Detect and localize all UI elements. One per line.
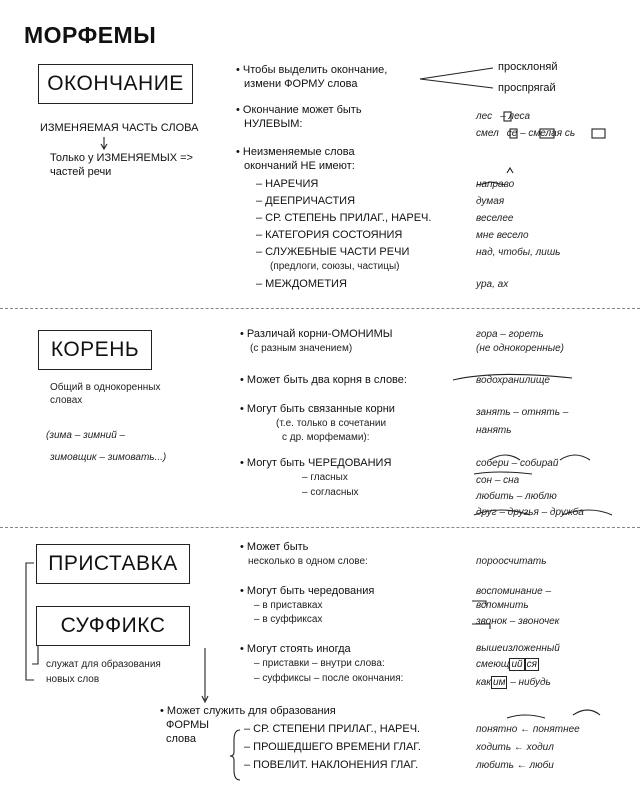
root-note: словах <box>50 395 83 406</box>
prefix-example: звонок – звоночек <box>476 616 560 627</box>
root-box: КОРЕНЬ <box>38 330 152 370</box>
prefix-point: несколько в одном слове: <box>248 556 368 567</box>
prefix-example: пороосчитать <box>476 556 547 567</box>
form-example: ходить ← ходил <box>476 742 554 753</box>
prefix-point: – приставки – внутри слова: <box>254 658 385 669</box>
root-point: • Различай корни-ОМОНИМЫ <box>240 328 393 340</box>
form-example: понятно ← понятнее <box>476 724 580 735</box>
root-point: – согласных <box>302 487 359 498</box>
ending-box: ОКОНЧАНИЕ <box>38 64 193 104</box>
form-item: – ПРОШЕДШЕГО ВРЕМЕНИ ГЛАГ. <box>244 741 421 753</box>
ending-example: ура, ах <box>476 279 509 290</box>
root-example: зимовщик – зимовать...) <box>50 452 167 463</box>
prefix-example: вышеизложенный <box>476 643 560 654</box>
prefix-point: • Могут стоять иногда <box>240 643 351 655</box>
prefix-note: служат для образования <box>46 659 161 670</box>
ending-example: проспрягай <box>498 82 556 94</box>
prefix-point: – в суффиксах <box>254 614 323 625</box>
form-point: слова <box>166 733 196 745</box>
ending-example: веселее <box>476 213 514 224</box>
root-example: друг – друзья – дружба <box>476 507 584 518</box>
root-point: (с разным значением) <box>250 343 353 354</box>
ending-example: лес – леса <box>476 111 531 122</box>
ending-note: частей речи <box>50 166 112 178</box>
root-example: водохранилище <box>476 375 550 386</box>
suffix-box: СУФФИКС <box>36 606 190 646</box>
prefix-point: • Могут быть чередования <box>240 585 375 597</box>
root-point: • Могут быть связанные корни <box>240 403 395 415</box>
prefix-point: – в приставках <box>254 600 323 611</box>
root-example: (зима – зимний – <box>46 430 126 441</box>
ending-item: – СР. СТЕПЕНЬ ПРИЛАГ., НАРЕЧ. <box>256 212 432 224</box>
ending-example: думая <box>476 196 505 207</box>
root-example: (не однокоренные) <box>476 343 564 354</box>
prefix-point: – суффиксы – после окончания: <box>254 673 404 684</box>
root-point: – гласных <box>302 472 348 483</box>
root-example: гора – гореть <box>476 329 544 340</box>
ending-item: – СЛУЖЕБНЫЕ ЧАСТИ РЕЧИ <box>256 246 410 258</box>
ending-example: мне весело <box>476 230 529 241</box>
prefix-point: • Может быть <box>240 541 309 553</box>
root-point: • Могут быть ЧЕРЕДОВАНИЯ <box>240 457 392 469</box>
prefix-example: вспомнить <box>476 600 529 611</box>
root-example: нанять <box>476 425 512 436</box>
prefix-note: новых слов <box>46 674 100 685</box>
root-example: собери – собирай <box>476 458 559 469</box>
ending-point: НУЛЕВЫМ: <box>244 118 303 130</box>
prefix-box: ПРИСТАВКА <box>36 544 190 584</box>
prefix-example: смеющ ий ся <box>476 659 537 670</box>
ending-item: – ДЕЕПРИЧАСТИЯ <box>256 195 356 207</box>
form-item: – СР. СТЕПЕНИ ПРИЛАГ., НАРЕЧ. <box>244 723 421 735</box>
root-point: (т.е. только в сочетании <box>276 418 387 429</box>
root-example: занять – отнять – <box>476 407 569 418</box>
ending-point: окончаний НЕ имеют: <box>244 160 355 172</box>
root-example: сон – сна <box>476 475 520 486</box>
ending-example: просклоняй <box>498 61 558 73</box>
root-example: любить – люблю <box>476 491 557 502</box>
ending-item: – МЕЖДОМЕТИЯ <box>256 278 347 290</box>
form-item: – ПОВЕЛИТ. НАКЛОНЕНИЯ ГЛАГ. <box>244 759 419 771</box>
ending-item-sub: (предлоги, союзы, частицы) <box>270 261 400 272</box>
root-point: с др. морфемами): <box>282 432 370 443</box>
ending-point: измени ФОРМУ слова <box>244 78 358 90</box>
root-point: • Может быть два корня в слове: <box>240 374 407 386</box>
ending-item: – НАРЕЧИЯ <box>256 178 319 190</box>
root-note: Общий в однокоренных <box>50 382 161 393</box>
ending-point: • Окончание может быть <box>236 104 362 116</box>
ending-example: над, чтобы, лишь <box>476 247 561 258</box>
form-example: любить ← люби <box>476 760 554 771</box>
ending-note: Только у ИЗМЕНЯЕМЫХ => <box>50 152 193 164</box>
section-divider <box>0 308 640 309</box>
section-divider <box>0 527 640 528</box>
prefix-example: как им – нибудь <box>476 677 551 688</box>
ending-note: ИЗМЕНЯЕМАЯ ЧАСТЬ СЛОВА <box>40 122 199 134</box>
prefix-example: воспоминание – <box>476 586 552 597</box>
ending-example: смел се – смелая сь <box>476 128 576 139</box>
ending-example: направо <box>476 179 515 190</box>
form-point: ФОРМЫ <box>166 719 210 731</box>
ending-point: • Неизменяемые слова <box>236 146 355 158</box>
form-point: • Может служить для образования <box>160 705 336 717</box>
ending-point: • Чтобы выделить окончание, <box>236 64 388 76</box>
page-title: МОРФЕМЫ <box>24 22 157 48</box>
ending-item: – КАТЕГОРИЯ СОСТОЯНИЯ <box>256 229 403 241</box>
